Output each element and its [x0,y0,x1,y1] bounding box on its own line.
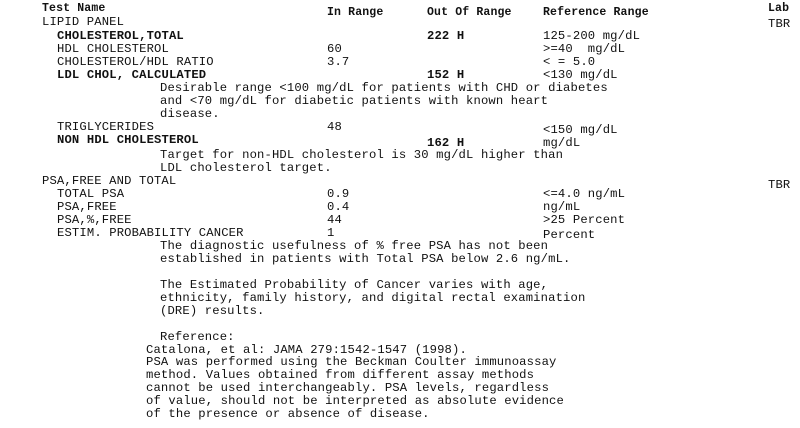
method-note-line: method. Values obtained from different assay methods [146,368,535,382]
note-line: Desirable range <100 mg/dL for patients with CHD or diabetes [160,81,608,95]
out-of-range-value: 222 H [427,29,465,43]
note-line: ethnicity, family history, and digital rectal examination [160,291,586,305]
reference-label: Reference: [160,330,235,344]
note-line: established in patients with Total PSA below 2.6 ng/mL. [160,252,571,266]
in-range-value: 1 [327,226,335,240]
in-range-value: 44 [327,213,342,227]
reference-range: mg/dL [543,136,581,150]
header-test-name: Test Name [42,2,106,15]
reference-range: <150 mg/dL [543,123,618,137]
note-line: disease. [160,107,220,121]
method-note-line: of the presence or absence of disease. [146,407,430,421]
note-line: The diagnostic usefulness of % free PSA has not been [160,239,549,253]
test-name: ESTIM. PROBABILITY CANCER [57,226,244,240]
note-line: The Estimated Probability of Cancer varies with age, [160,278,549,292]
reference-range: ng/mL [543,200,581,214]
in-range-value: 0.9 [327,187,350,201]
in-range-value: 0.4 [327,200,350,214]
reference-range: >=40 mg/dL [543,42,626,56]
method-note-line: PSA was performed using the Beckman Coulter immunoassay [146,355,557,369]
header-lab: Lab [768,2,790,15]
in-range-value: 48 [327,120,342,134]
reference-range: >25 Percent [543,213,626,227]
note-line: (DRE) results. [160,304,265,318]
test-name: TRIGLYCERIDES [57,120,155,134]
reference-range: < = 5.0 [543,55,596,69]
test-name: PSA,FREE [57,200,117,214]
note-line: and <70 mg/dL for diabetic patients with known heart [160,94,549,108]
psa-panel-lab: TBR [768,178,791,192]
reference-citation: Catalona, et al: JAMA 279:1542-1547 (1998). [146,343,467,357]
reference-range: <=4.0 ng/mL [543,187,626,201]
method-note-line: of value, should not be interpreted as absolute evidence [146,394,564,408]
test-name: CHOLESTEROL,TOTAL [57,29,184,43]
psa-panel-title: PSA,FREE AND TOTAL [42,174,177,188]
header-out-of-range: Out Of Range [427,6,512,19]
note-line: Target for non-HDL cholesterol is 30 mg/dL higher than [160,148,564,162]
out-of-range-value: 162 H [427,136,465,150]
test-name: CHOLESTEROL/HDL RATIO [57,55,214,69]
test-name: NON HDL CHOLESTEROL [57,133,199,147]
in-range-value: 60 [327,42,342,56]
reference-range: <130 mg/dL [543,68,618,82]
header-reference-range: Reference Range [543,6,649,19]
test-name: TOTAL PSA [57,187,125,201]
reference-range: 125-200 mg/dL [543,29,641,43]
header-in-range: In Range [327,6,384,19]
test-name: HDL CHOLESTEROL [57,42,169,56]
in-range-value: 3.7 [327,55,350,69]
lipid-panel-lab: TBR [768,17,791,31]
test-name: PSA,%,FREE [57,213,132,227]
out-of-range-value: 152 H [427,68,465,82]
method-note-line: cannot be used interchangeably. PSA levels, regardless [146,381,550,395]
note-line: LDL cholesterol target. [160,161,332,175]
lipid-panel-title: LIPID PANEL [42,15,125,29]
reference-range: Percent [543,228,596,242]
test-name: LDL CHOL, CALCULATED [57,68,207,82]
